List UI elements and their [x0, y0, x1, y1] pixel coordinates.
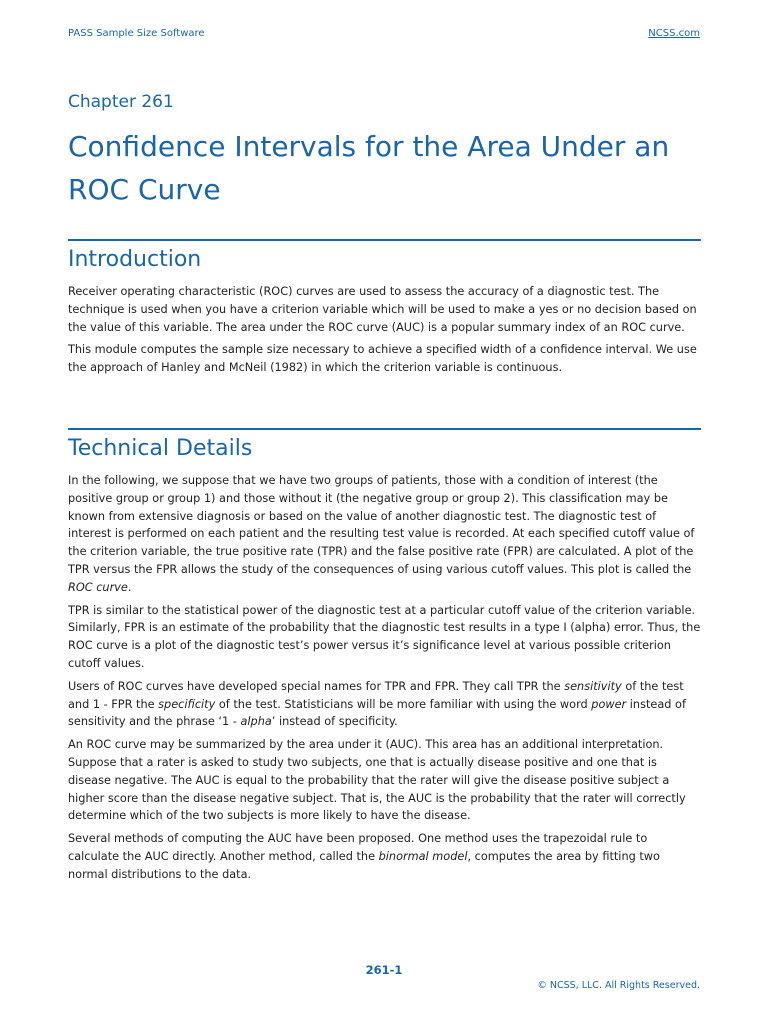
header-software-name: PASS Sample Size Software: [68, 28, 205, 39]
technical-paragraph: Several methods of computing the AUC have been proposed. One method uses the trapezoidal rule to calculate the AUC directly. Another method, called the binormal model, computes the area by fitting two normal distributions to the data.: [68, 832, 660, 881]
introduction-section: [68, 239, 701, 382]
binormal-model-term: binormal model: [378, 849, 468, 863]
intro-paragraph: Receiver operating characteristic (ROC) curves are used to assess the accuracy of a diagnostic test. The technique is used when you have a criterion variable which will be used to make a yes or no decision based on the value of this variable. The area under the ROC curve (AUC) is a popular summary index of an ROC curve.: [68, 285, 697, 334]
power-term: power: [591, 697, 627, 711]
chapter-label: Chapter 261: [68, 92, 174, 112]
page-title: Confidence Intervals for the Area Under an ROC Curve: [68, 130, 670, 206]
roc-curve-term: ROC curve: [68, 580, 128, 594]
alpha-term: alpha: [240, 715, 272, 729]
section-divider: [68, 428, 701, 430]
technical-details-section: [68, 428, 701, 889]
ncss-link[interactable]: NCSS.com: [648, 28, 700, 39]
section-divider: [68, 239, 701, 241]
specificity-term: specificity: [158, 697, 216, 711]
technical-paragraph: In the following, we suppose that we have two groups of patients, those with a condition of interest (the positive group or group 1) and those without it (the negative group or group 2). This classification may be known from extensive diagnosis or based on the value of another diagnostic test. The diagnostic test of interest is performed on each patient and the resulting test value is recorded. At each specified cutoff value of the criterion variable, the true positive rate (TPR) and the false positive rate (FPR) are calculated. A plot of the TPR versus the FPR allows the study of the consequences of using various cutoff values. This plot is called the ROC curve.: [68, 474, 695, 594]
sensitivity-term: sensitivity: [564, 679, 622, 693]
technical-paragraph: TPR is similar to the statistical power of the diagnostic test at a particular cutoff value of the criterion variable. Similarly, FPR is an estimate of the probability that the diagnostic test results in a type I (alpha) error. Thus, the ROC curve is a plot of the diagnostic test’s power versus it’s significance level at various possible criterion cutoff values.: [68, 603, 701, 670]
technical-details-heading: Technical Details: [68, 436, 253, 461]
technical-paragraph: An ROC curve may be summarized by the area under it (AUC). This area has an additional interpretation. Suppose that a rater is asked to study two subjects, one that is actually disease positive and one that is disease negative. The AUC is equal to the probability that the rater will give the disease positive subject a higher score than the disease negative subject. That is, the AUC is the probability that the rater will correctly determine which of the two subjects is more likely to have the disease.: [68, 738, 686, 823]
introduction-heading: Introduction: [68, 247, 202, 272]
intro-paragraph: This module computes the sample size necessary to achieve a specified width of a confidence interval. We use the approach of Hanley and McNeil (1982) in which the criterion variable is continuous.: [68, 343, 697, 375]
copyright-notice: © NCSS, LLC. All Rights Reserved.: [537, 980, 700, 991]
page-number: 261-1: [365, 963, 403, 977]
technical-paragraph: Users of ROC curves have developed special names for TPR and FPR. They call TPR the sensitivity of the test and 1 - FPR the specificity of the test. Statisticians will be more familiar with using the word power instead of sensitivity and the phrase ‘1 - alpha’ instead of specificity.: [68, 679, 686, 729]
